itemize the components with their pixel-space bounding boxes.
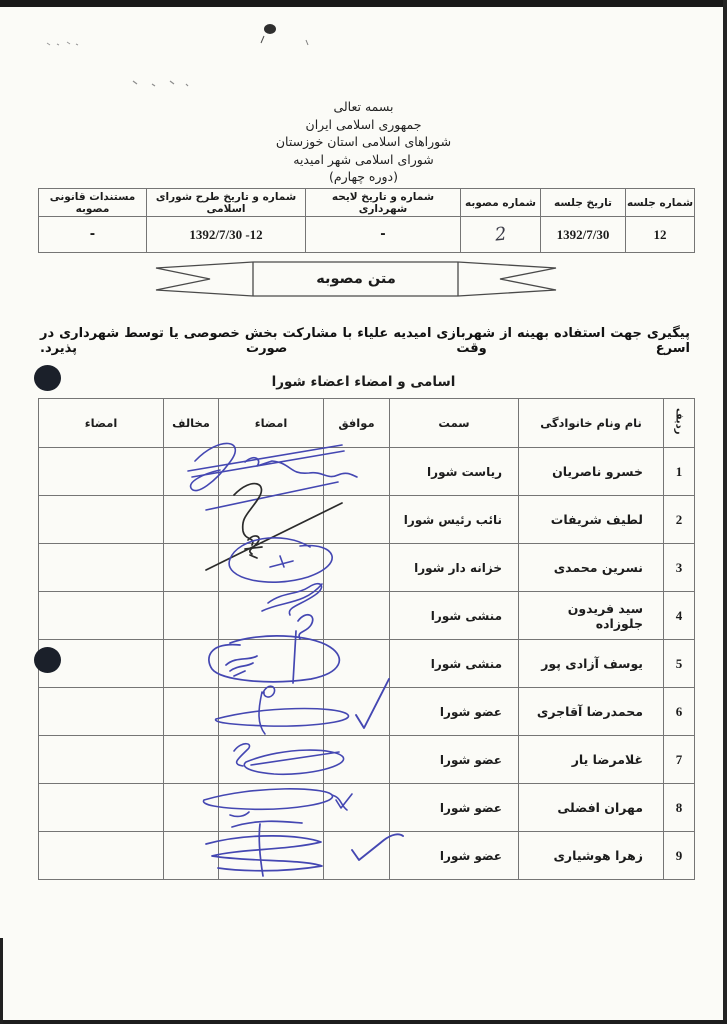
signature-cell-2 <box>39 544 164 592</box>
letterhead-line-city: شورای اسلامی شهر امیدیه <box>293 151 434 167</box>
member-number: 8 <box>664 784 695 832</box>
member-number: 5 <box>664 640 695 688</box>
agree-cell <box>324 688 390 736</box>
signature-cell-2 <box>39 496 164 544</box>
member-number: 4 <box>664 592 695 640</box>
letterhead-line-term: (دوره چهارم) <box>328 169 399 184</box>
meta-value-4: 1392/7/30 -12 <box>147 217 306 253</box>
disagree-cell <box>164 832 219 880</box>
signature-cell <box>219 688 324 736</box>
meta-value-2 <box>461 217 541 253</box>
disagree-cell <box>164 448 219 496</box>
signature-cell-2 <box>39 736 164 784</box>
agree-cell <box>324 544 390 592</box>
member-number: 2 <box>664 496 695 544</box>
members-header-1: نام ونام خانوادگی <box>519 399 664 448</box>
disagree-cell <box>164 496 219 544</box>
scan-edge-bottom <box>0 1020 727 1024</box>
signature-cell-2 <box>39 592 164 640</box>
member-row-9 <box>39 832 695 880</box>
signature-cell <box>219 592 324 640</box>
agree-cell <box>324 448 390 496</box>
meta-header-5: مستندات قانونی مصوبه <box>39 189 147 217</box>
member-name: مهران افضلی <box>519 784 664 832</box>
disagree-cell <box>164 736 219 784</box>
meta-value-5: - <box>39 217 147 253</box>
members-header-2: سمت <box>390 399 519 448</box>
members-header-4: امضاء <box>219 399 324 448</box>
member-number: 6 <box>664 688 695 736</box>
disagree-cell <box>164 592 219 640</box>
member-row-8 <box>39 784 695 832</box>
member-name: یوسف آزادی پور <box>519 640 664 688</box>
letterhead-line-bismillah: بسمه تعالی <box>333 99 394 114</box>
member-row-2 <box>39 496 695 544</box>
signature-cell-2 <box>39 784 164 832</box>
scan-edge-top <box>0 0 727 7</box>
disagree-cell <box>164 640 219 688</box>
member-number: 9 <box>664 832 695 880</box>
signature-cell-2 <box>39 688 164 736</box>
member-name: غلامرضا یار <box>519 736 664 784</box>
member-name: سید فریدون جلوزاده <box>519 592 664 640</box>
member-role: نائب رئیس شورا <box>390 496 519 544</box>
resolution-banner-title: متن مصوبه <box>316 271 396 287</box>
member-row-7 <box>39 736 695 784</box>
handwritten-resolution-number: 2 <box>493 223 508 246</box>
signature-cell <box>219 736 324 784</box>
member-row-6 <box>39 688 695 736</box>
member-number: 1 <box>664 448 695 496</box>
signature-cell-2 <box>39 832 164 880</box>
member-name: خسرو ناصریان <box>519 448 664 496</box>
member-role: عضو شورا <box>390 688 519 736</box>
hole-punch-bottom <box>34 647 61 673</box>
meta-header-1: تاریخ جلسه <box>541 189 626 217</box>
members-signature-table <box>38 398 695 880</box>
meta-header-2: شماره مصوبه <box>461 189 541 217</box>
letterhead-line-province: شوراهای اسلامی استان خوزستان <box>275 134 452 149</box>
member-role: منشی شورا <box>390 640 519 688</box>
meta-header-0: شماره جلسه <box>626 189 695 217</box>
member-row-5 <box>39 640 695 688</box>
member-role: منشی شورا <box>390 592 519 640</box>
agree-cell <box>324 592 390 640</box>
members-header-0: ردیف <box>664 399 695 448</box>
member-role: عضو شورا <box>390 736 519 784</box>
members-header-6: امضاء <box>39 399 164 448</box>
agree-cell <box>324 832 390 880</box>
member-role: عضو شورا <box>390 832 519 880</box>
disagree-cell <box>164 544 219 592</box>
letterhead <box>0 98 727 186</box>
scan-edge-left <box>0 938 3 1024</box>
members-header-3: موافق <box>324 399 390 448</box>
member-row-3 <box>39 544 695 592</box>
member-role: عضو شورا <box>390 784 519 832</box>
member-number: 3 <box>664 544 695 592</box>
resolution-text: پیگیری جهت استفاده بهینه از شهربازی امیدیه علیاء با مشارکت بخش خصوصی یا توسط شهرداری در اسرع وقت صورت پذیرد. <box>40 326 690 356</box>
meta-value-1: 1392/7/30 <box>541 217 626 253</box>
member-name: نسرین محمدی <box>519 544 664 592</box>
member-name: زهرا هوشیاری <box>519 832 664 880</box>
member-row-4 <box>39 592 695 640</box>
members-header-5: مخالف <box>164 399 219 448</box>
signature-cell <box>219 544 324 592</box>
signature-cell <box>219 832 324 880</box>
meta-value-0: 12 <box>626 217 695 253</box>
member-role: ریاست شورا <box>390 448 519 496</box>
agree-cell <box>324 496 390 544</box>
session-meta-table <box>38 188 695 253</box>
hole-punch-top <box>34 365 61 391</box>
agree-cell <box>324 784 390 832</box>
disagree-cell <box>164 784 219 832</box>
meta-header-3: شماره و تاریخ لایحه شهرداری <box>306 189 461 217</box>
agree-cell <box>324 640 390 688</box>
member-name: لطیف شریفات <box>519 496 664 544</box>
members-section-title: اسامی و امضاء اعضاء شورا <box>271 374 456 390</box>
meta-value-3: - <box>306 217 461 253</box>
signature-cell-2 <box>39 448 164 496</box>
signature-cell <box>219 640 324 688</box>
agree-cell <box>324 736 390 784</box>
disagree-cell <box>164 688 219 736</box>
meta-header-4: شماره و تاریخ طرح شورای اسلامی <box>147 189 306 217</box>
member-role: خزانه دار شورا <box>390 544 519 592</box>
member-row-1 <box>39 448 695 496</box>
signature-cell <box>219 448 324 496</box>
letterhead-line-country: جمهوری اسلامی ایران <box>305 116 422 132</box>
signature-cell <box>219 784 324 832</box>
member-name: محمدرضا آقاجری <box>519 688 664 736</box>
signature-cell <box>219 496 324 544</box>
member-number: 7 <box>664 736 695 784</box>
pencil-marks <box>0 0 400 100</box>
